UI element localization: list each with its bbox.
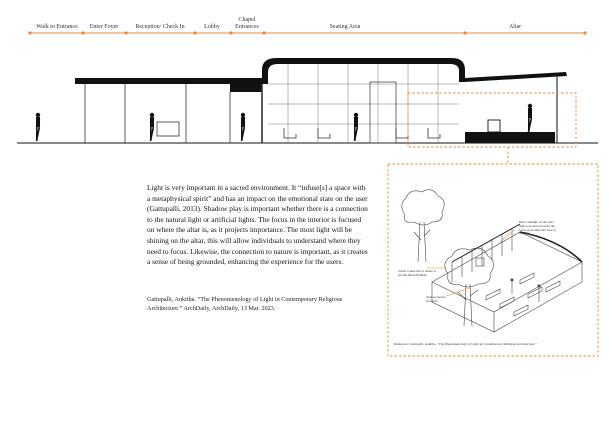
body-paragraph: Light is very important in a sacred environment. It “infuse[s] a space with a metaphysical spirit” and has an impact on the emotional state on the user (Gattupalli, 2013). Shadow play is important whether there is a connection to the natural light or artificial lights. The focus in the interior is focused on where the altar is, as it projects importance. The most light will be shining on the altar, this will allow individuals to understand where they need to focus. Likewise, the connection to nature is important, as it creates a sense of being grounded, enhancing the experience for the users. [147,183,368,267]
chapel-glazing [268,64,459,143]
sequence-timeline [28,31,586,34]
altar-table [488,120,500,132]
reception-desk [157,122,179,136]
low-roof [75,78,267,84]
seq-label-foyer: Enter Foyer [89,24,119,30]
tree-right [445,248,494,326]
seq-label-walk: Walk to Entrance [36,24,78,30]
inset-perspective-drawing [402,190,582,332]
seq-label-lobby: Lobby [204,24,220,30]
citation: Gattupalli, Ankitha. “The Phenomenology of Light in Contemporary Religious Architecture.” ArchDaily, ArchDaily, 13 Mar. 2023. [147,296,343,312]
seq-label-altar: Altar [508,24,522,30]
seq-label-chapel [235,17,259,31]
annotation-nature: Visual connection to nature to ground the individuals [398,269,437,277]
annotation-light: Direct sunlight on the altar: light is projected toward the focus of worship and view at the altar [519,220,556,236]
seq-label-reception: Reception/ Check In [135,24,185,30]
tree-left [402,190,445,262]
annotation-focus: Seats projected forwards [426,295,446,303]
lobby-soffit [230,84,262,92]
altar-platform [465,132,555,143]
pews [284,128,440,138]
seq-label-chapel-line1: Chapel [238,17,256,23]
seq-label-seating: Seating Area [329,24,361,30]
seq-label-chapel-line2: Entrances [235,24,259,30]
inset-caption: Reference: Gattupalli, Ankitha. “The Phenomenology of Light in Contemporary Religious Architecture.” [394,342,537,346]
chapel-roof [262,58,567,84]
